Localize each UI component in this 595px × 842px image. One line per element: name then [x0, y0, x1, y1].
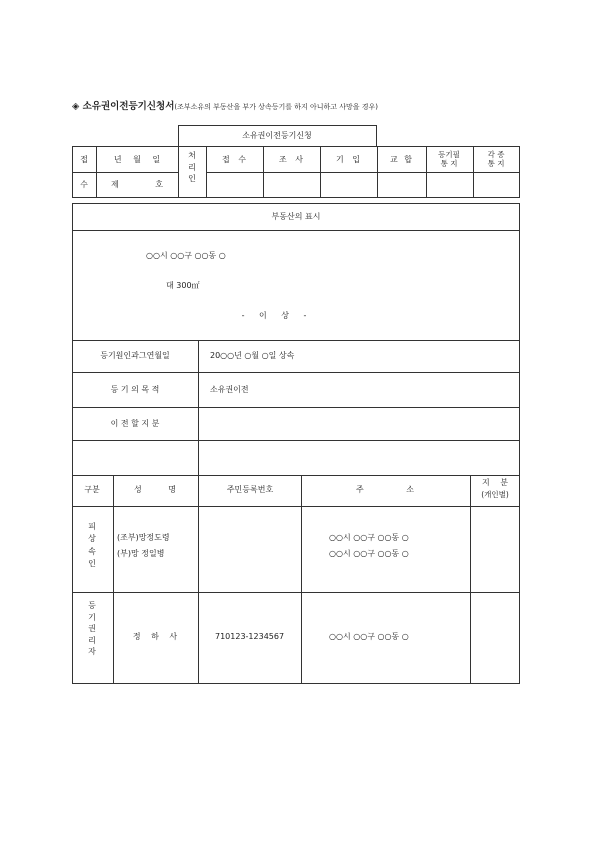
row-decedent-address-1: ○○시 ○○구 ○○동 ○ [329, 533, 409, 542]
processor-label: 처 리 인 [188, 151, 196, 184]
row-registrant-address: ○○시 ○○구 ○○동 ○ [329, 632, 409, 641]
receipt-label-bottom: 수 [80, 180, 88, 189]
col-type: 구분 [84, 485, 100, 494]
col-share: 지 분 [482, 478, 508, 487]
date-label: 년 월 일 [113, 155, 161, 164]
row-decedent-address-2: ○○시 ○○구 ○○동 ○ [329, 549, 409, 558]
col-name: 성 명 [134, 485, 176, 494]
number-label: 제 호 [111, 180, 163, 189]
col-investigation: 조 사 [279, 155, 303, 164]
form-title-main: ◈ 소유권이전등기신청서 [72, 101, 175, 112]
row-registrant-name: 정 하 사 [132, 632, 178, 641]
form-title-note: (조부소유의 부동산을 부가 상속등기를 하지 아니하고 사망을 경우) [174, 103, 379, 111]
property-end-mark: - 이 상 - [241, 311, 307, 320]
row-decedent-name-2: (부)망 정일병 [117, 549, 165, 558]
row-decedent-type: 피 상 속 인 [88, 522, 96, 569]
col-collation: 교 합 [390, 155, 412, 164]
col-share-note: (개인별) [481, 490, 509, 499]
info-label-cause: 등기원인과그연월일 [100, 351, 170, 360]
receipt-label-top: 접 [80, 155, 88, 164]
row-decedent-name-1: (조부)망정도령 [117, 533, 170, 542]
info-value-cause: 20○○년 ○월 ○일 상속 [210, 351, 295, 360]
col-various-notice: 각 종 통 지 [487, 150, 505, 168]
col-receipt: 접 수 [222, 155, 246, 164]
row-registrant-type: 등 기 권 리 자 [88, 601, 96, 657]
info-label-share: 이 전 할 지 분 [110, 419, 160, 428]
info-value-purpose: 소유권이전 [210, 385, 249, 394]
col-completion-notice: 등기필 통 지 [438, 150, 460, 168]
info-label-purpose: 등 기 의 목 적 [110, 385, 160, 394]
property-section [72, 203, 520, 341]
col-entry: 기 입 [336, 155, 360, 164]
form-title [72, 98, 378, 112]
row-registrant-id: 710123-1234567 [215, 632, 285, 641]
property-header: 부동산의 표시 [271, 212, 321, 221]
property-address: ○○시 ○○구 ○○동 ○ [146, 251, 226, 260]
col-address: 주 소 [356, 485, 414, 494]
col-id-number: 주민등록번호 [226, 485, 274, 494]
property-area: 대 300㎡ [166, 281, 200, 290]
caption-label: 소유권이전등기신청 [242, 131, 312, 140]
